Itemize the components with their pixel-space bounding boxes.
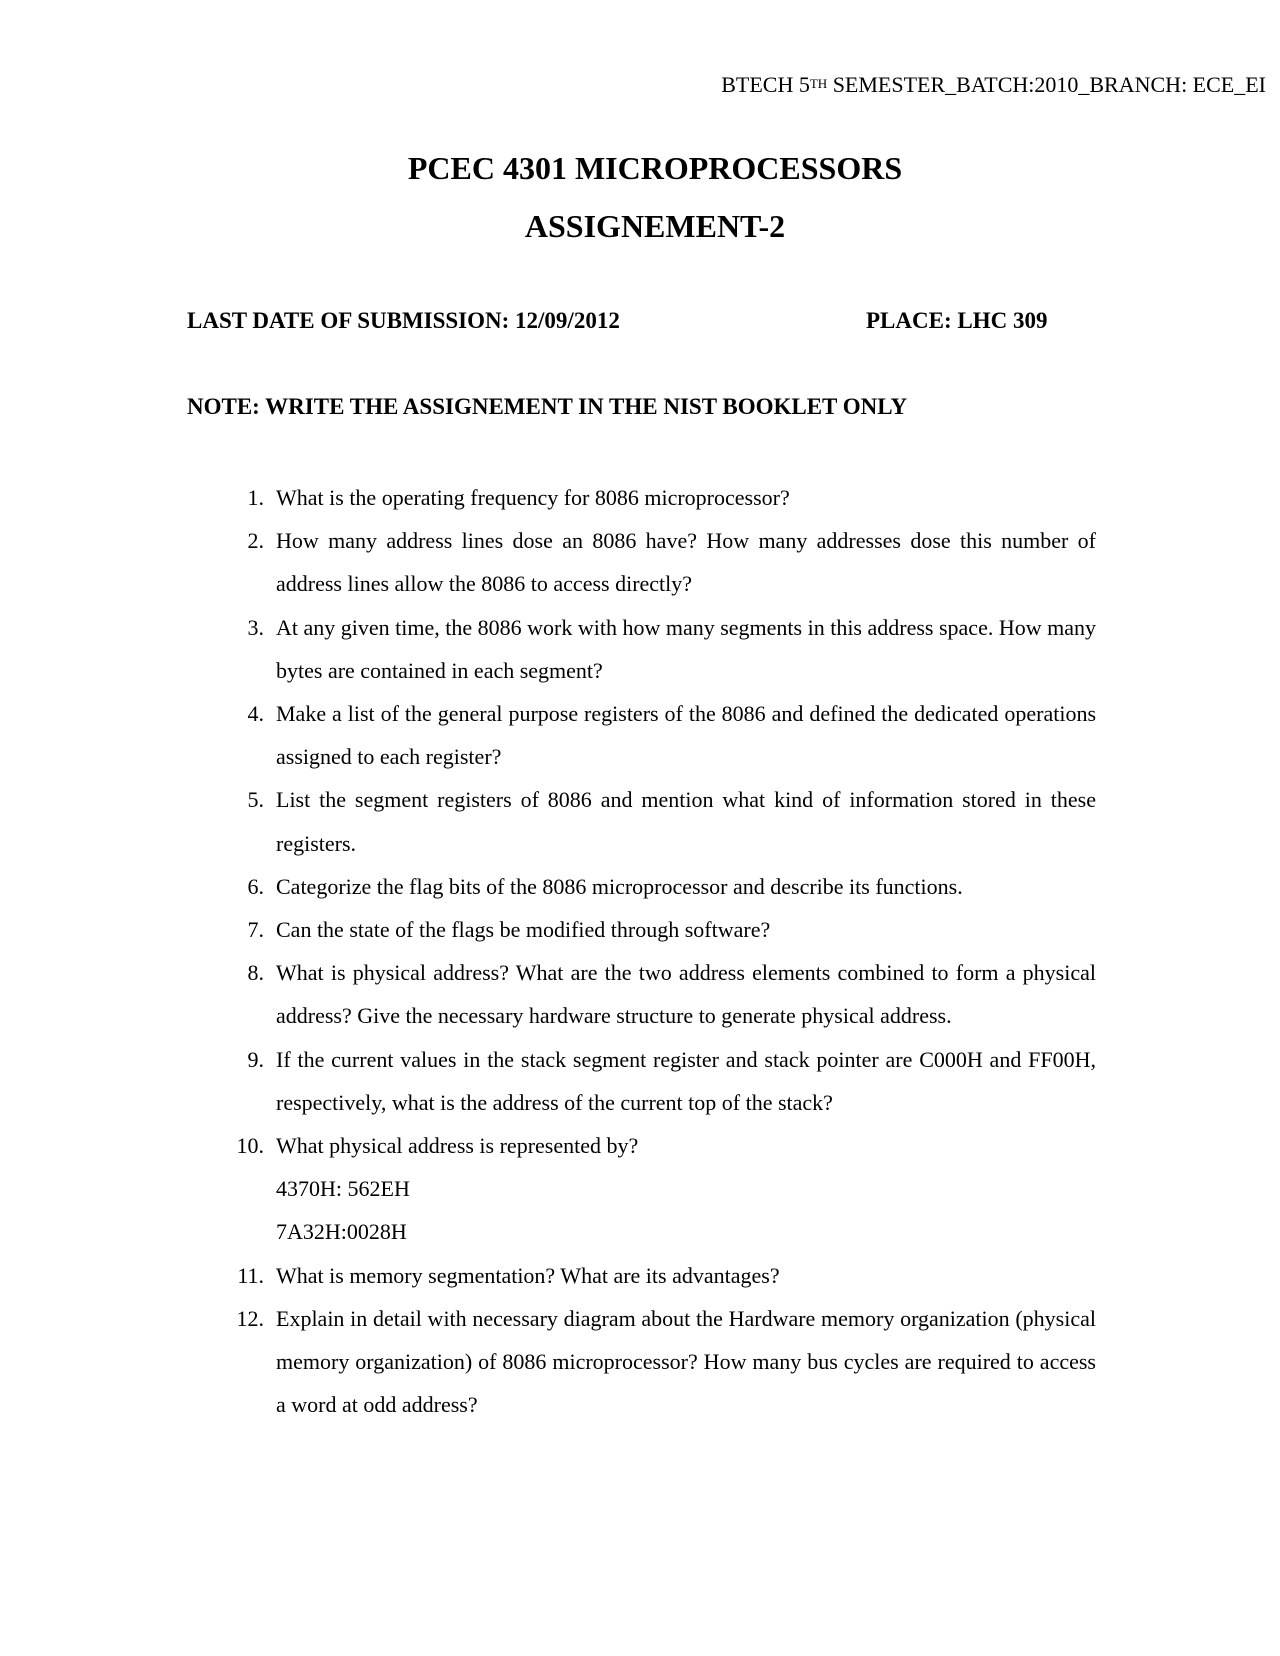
question-number: 7. — [247, 917, 264, 943]
question-number: 2. — [247, 528, 264, 554]
header-superscript: TH — [809, 76, 828, 91]
question-text: Explain in detail with necessary diagram about the Hardware memory organization (physical memory organization) of 8086 microprocessor? How many bus cycles are required to access a word at odd address? — [276, 1305, 1096, 1418]
submission-date: LAST DATE OF SUBMISSION: 12/09/2012 — [187, 308, 620, 333]
question-text: What is physical address? What are the two address elements combined to form a physical address? Give the necessary hardware structure to generate physical address. — [276, 960, 1096, 1029]
question-number: 12. — [236, 1305, 264, 1331]
question-text-group — [276, 1124, 1096, 1254]
course-title: PCEC 4301 MICROPROCESSORS — [407, 150, 903, 186]
question-text: List the segment registers of 8086 and mention what kind of information stored in these registers. — [276, 787, 1096, 856]
question-item — [222, 1297, 1096, 1427]
submission-place: PLACE: LHC 309 — [866, 308, 1048, 333]
question-number: 9. — [247, 1046, 264, 1072]
assignment-title: ASSIGNEMENT-2 — [524, 208, 786, 244]
question-item — [222, 476, 1096, 519]
question-text: Categorize the flag bits of the 8086 microprocessor and describe its functions. — [276, 873, 963, 899]
question-text: If the current values in the stack segment register and stack pointer are C000H and FF00H, respectively, what is the address of the current top of the stack? — [276, 1046, 1096, 1115]
question-number: 3. — [247, 614, 264, 640]
question-number: 5. — [247, 787, 264, 813]
question-number: 10. — [236, 1133, 264, 1159]
question-text: Can the state of the flags be modified through software? — [276, 917, 771, 943]
question-number: 11. — [237, 1262, 264, 1288]
address-example: 7A32H:0028H — [276, 1219, 407, 1245]
question-item — [222, 1124, 1096, 1254]
question-text: What physical address is represented by? — [276, 1133, 639, 1159]
question-item — [222, 692, 1096, 778]
question-item — [222, 908, 1096, 951]
question-text: How many address lines dose an 8086 have? How many addresses dose this number of address lines allow the 8086 to access directly? — [276, 528, 1096, 597]
batch-header — [721, 72, 1266, 98]
question-item — [222, 951, 1096, 1037]
question-text: What is the operating frequency for 8086 microprocessor? — [276, 485, 790, 510]
question-item — [222, 519, 1096, 605]
question-number: 8. — [247, 960, 264, 986]
question-item — [222, 606, 1096, 692]
question-item — [222, 865, 1096, 908]
question-number: 1. — [247, 485, 264, 510]
question-item — [222, 1038, 1096, 1124]
question-list — [222, 476, 1096, 1426]
question-number: 4. — [247, 701, 264, 727]
question-item — [222, 1254, 1096, 1297]
question-number: 6. — [247, 873, 264, 899]
header-suffix: SEMESTER_BATCH:2010_BRANCH: ECE_EI — [827, 72, 1266, 97]
question-item — [222, 778, 1096, 864]
address-example: 4370H: 562EH — [276, 1176, 410, 1202]
question-text: What is memory segmentation? What are its advantages? — [276, 1262, 780, 1288]
question-text: Make a list of the general purpose registers of the 8086 and defined the dedicated operations assigned to each register? — [276, 701, 1096, 770]
question-text: At any given time, the 8086 work with how many segments in this address space. How many bytes are contained in each segment? — [276, 614, 1096, 683]
note: NOTE: WRITE THE ASSIGNEMENT IN THE NIST BOOKLET ONLY — [187, 394, 908, 419]
header-prefix: BTECH 5 — [721, 72, 810, 97]
